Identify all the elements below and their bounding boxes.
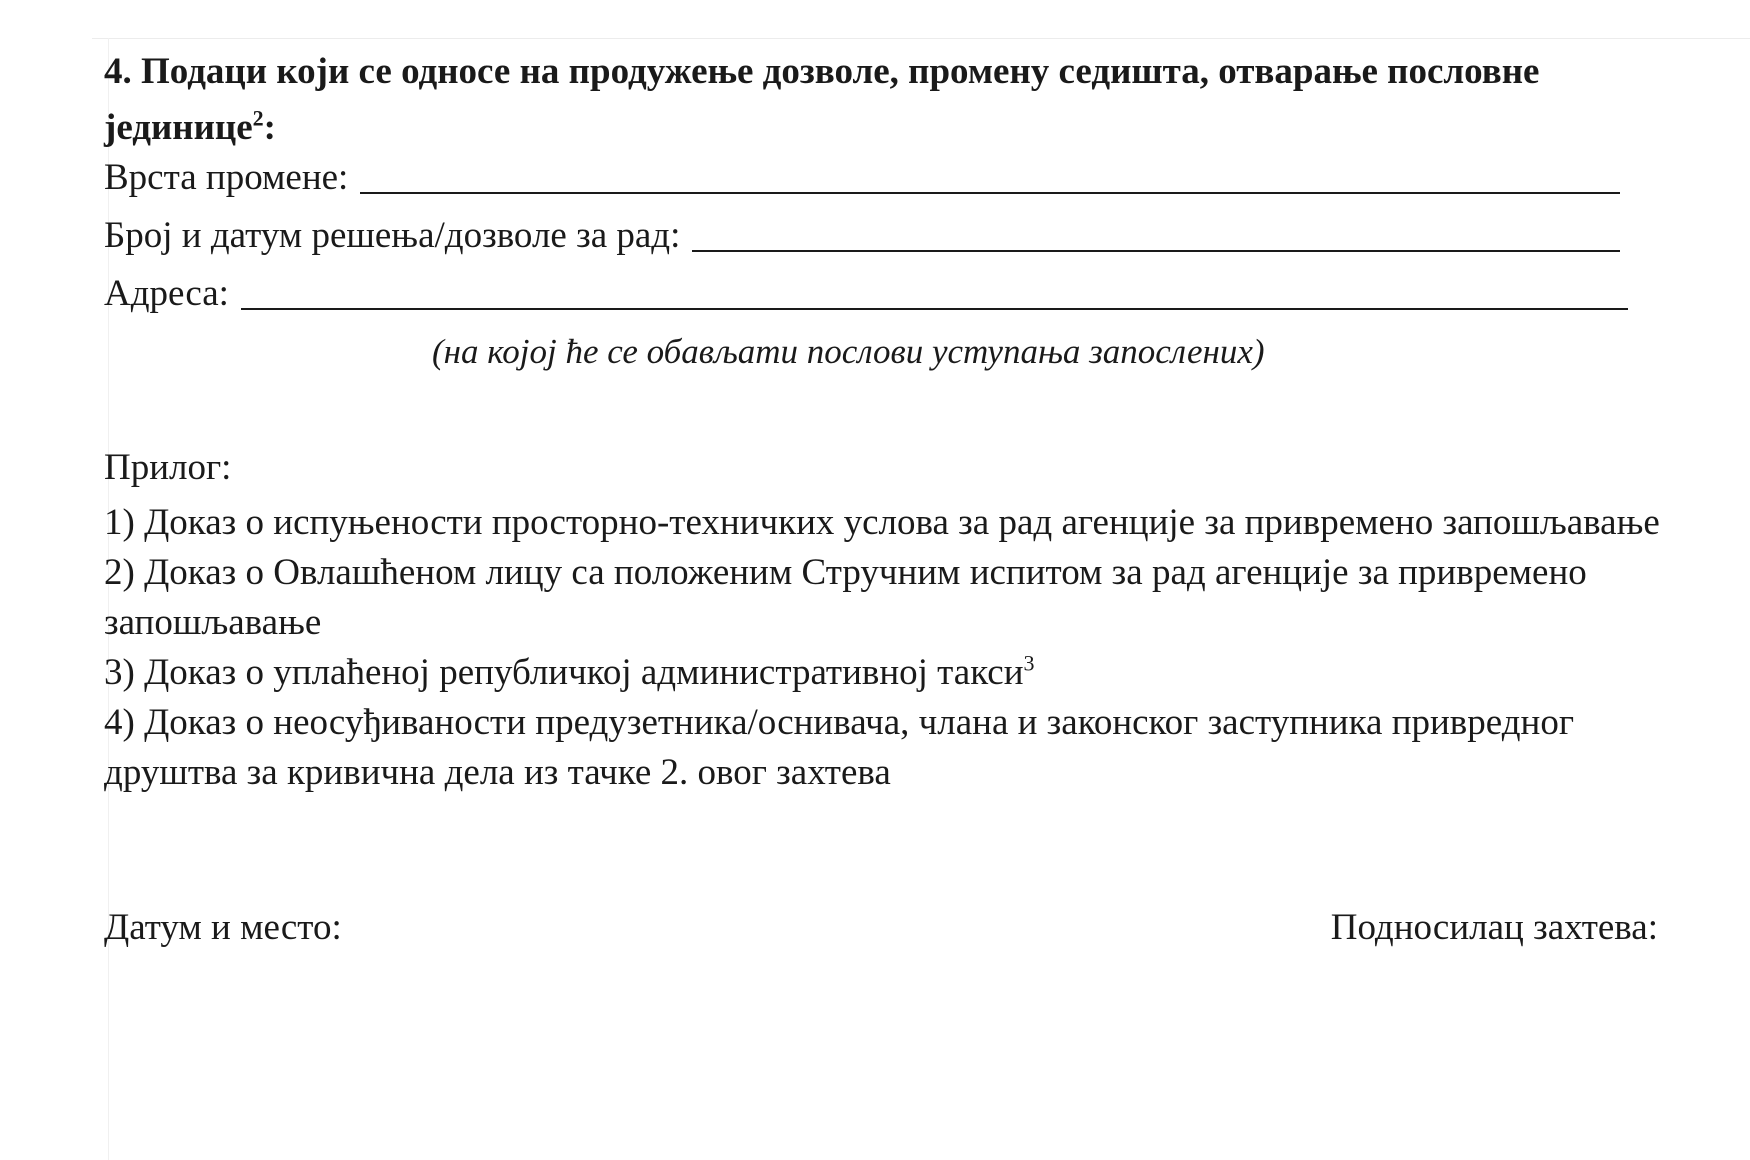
- attachments-title: Прилог:: [104, 447, 232, 488]
- section-heading-footnote: 2: [252, 105, 264, 131]
- page-edge-top: [92, 38, 1750, 39]
- attachments-list: [104, 498, 1684, 798]
- address-note: (на којој ће се обављати послови уступања запослених): [432, 332, 1265, 371]
- field-change-type: [104, 156, 1620, 200]
- attachment-text: 1) Доказ о испуњености просторно-техничких услова за рад агенције за привремено запошљавање: [104, 502, 1660, 543]
- section-heading-text: 4. Подаци који се односе на продужење дозволе, промену седишта, отварање пословне јединице: [104, 51, 1540, 148]
- attachment-text: 2) Доказ о Овлашћеном лицу са положеним Стручним испитом за рад агенције за привремено запошљавање: [104, 552, 1587, 643]
- field-permit-number-date: [104, 214, 1620, 258]
- field-fill-line: [692, 216, 1620, 252]
- attachment-item: [104, 648, 1684, 698]
- attachment-text: 3) Доказ о уплаћеној републичкој административној такси: [104, 652, 1024, 693]
- applicant-label: Подносилац захтева:: [1330, 907, 1658, 948]
- attachment-item: [104, 698, 1684, 798]
- field-label: Број и датум решења/дозволе за рад:: [104, 215, 681, 256]
- attachment-footnote: 3: [1023, 650, 1035, 676]
- section-heading-suffix: :: [263, 107, 276, 148]
- date-place-label: Датум и место:: [104, 907, 342, 948]
- attachment-text: 4) Доказ о неосуђиваности предузетника/оснивача, члана и законског заступника привредног друштва за кривична дела из тачке 2. овог захтева: [104, 702, 1575, 793]
- field-label: Адреса:: [104, 273, 229, 314]
- attachment-item: [104, 548, 1684, 648]
- attachment-item: [104, 498, 1684, 548]
- section-heading: [104, 44, 1664, 156]
- field-label: Врста промене:: [104, 157, 349, 198]
- field-fill-line: [241, 274, 1628, 310]
- field-fill-line: [360, 158, 1620, 194]
- field-address: [104, 272, 1628, 316]
